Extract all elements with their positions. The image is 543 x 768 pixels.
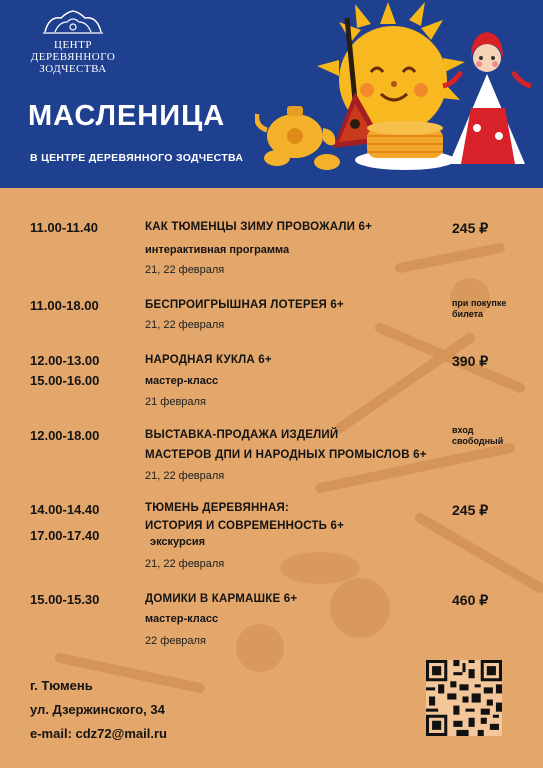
- event-type: мастер-класс: [145, 613, 219, 625]
- event-price: 460 ₽: [452, 592, 489, 608]
- event-price: 245 ₽: [452, 220, 489, 236]
- price-note-line-2: свободный: [452, 436, 504, 446]
- logo-line-1: ЦЕНТР: [54, 39, 92, 51]
- event-name: НАРОДНАЯ КУКЛА 6+: [145, 354, 272, 366]
- event-time: 12.00-18.00: [30, 428, 100, 443]
- event-name: ВЫСТАВКА-ПРОДАЖА ИЗДЕЛИЙ: [145, 429, 339, 441]
- event-dates: 21, 22 февраля: [145, 264, 225, 276]
- event-name-line-2: ИСТОРИЯ И СОВРЕМЕННОСТЬ 6+: [145, 520, 345, 532]
- event-dates: 21 февраля: [145, 396, 206, 408]
- page-subtitle: В ЦЕНТРЕ ДЕРЕВЯННОГО ЗОДЧЕСТВА: [30, 152, 244, 164]
- qr-code-icon[interactable]: [426, 660, 502, 736]
- event-dates: 21, 22 февраля: [145, 470, 225, 482]
- logo-line-2: ДЕРЕВЯННОГО: [30, 51, 116, 63]
- event-price-note: [452, 425, 532, 447]
- contact-city: г. Тюмень: [30, 678, 93, 693]
- event-time: 15.00-15.30: [30, 592, 100, 607]
- contact-email[interactable]: e-mail: cdz72@mail.ru: [30, 726, 167, 741]
- event-time-2: 17.00-17.40: [30, 528, 100, 543]
- event-time: 11.00-18.00: [30, 298, 99, 313]
- event-dates: 21, 22 февраля: [145, 319, 225, 331]
- page-title: МАСЛЕНИЦА: [28, 100, 226, 132]
- pancake-stack-icon: [355, 121, 455, 170]
- event-price: 390 ₽: [452, 353, 489, 369]
- event-time: 12.00-13.00: [30, 353, 100, 368]
- event-name: ТЮМЕНЬ ДЕРЕВЯННАЯ:: [145, 502, 289, 514]
- logo-line-3: ЗОДЧЕСТВА: [39, 63, 107, 75]
- schedule-section: [0, 188, 543, 768]
- event-name: КАК ТЮМЕНЦЫ ЗИМУ ПРОВОЖАЛИ 6+: [145, 221, 373, 233]
- event-dates: 22 февраля: [145, 635, 206, 647]
- event-time-2: 15.00-16.00: [30, 373, 100, 388]
- teapot-icon: [257, 106, 336, 158]
- event-name-line-2: МАСТЕРОВ ДПИ И НАРОДНЫХ ПРОМЫСЛОВ 6+: [145, 449, 427, 461]
- maslenitsa-illustration: [255, 0, 543, 188]
- event-type: интерактивная программа: [145, 244, 290, 256]
- logo-crest-icon: [41, 10, 105, 34]
- event-time: 14.00-14.40: [30, 502, 100, 517]
- price-note-line-1: при покупке: [452, 298, 507, 308]
- event-type: экскурсия: [150, 536, 206, 548]
- event-dates: 21, 22 февраля: [145, 558, 225, 570]
- sun-icon: [317, 2, 465, 134]
- event-name: БЕСПРОИГРЫШНАЯ ЛОТЕРЕЯ 6+: [145, 299, 344, 311]
- event-price: 245 ₽: [452, 502, 489, 518]
- header-banner: [0, 0, 543, 188]
- event-name: ДОМИКИ В КАРМАШКЕ 6+: [145, 593, 298, 605]
- price-note-line-2: билета: [452, 309, 483, 319]
- contact-address: ул. Дзержинского, 34: [30, 702, 165, 717]
- price-note-line-1: вход: [452, 425, 474, 435]
- logo: [18, 10, 128, 78]
- event-type: мастер-класс: [145, 375, 219, 387]
- event-time: 11.00-11.40: [30, 220, 98, 235]
- event-price-note: [452, 298, 532, 320]
